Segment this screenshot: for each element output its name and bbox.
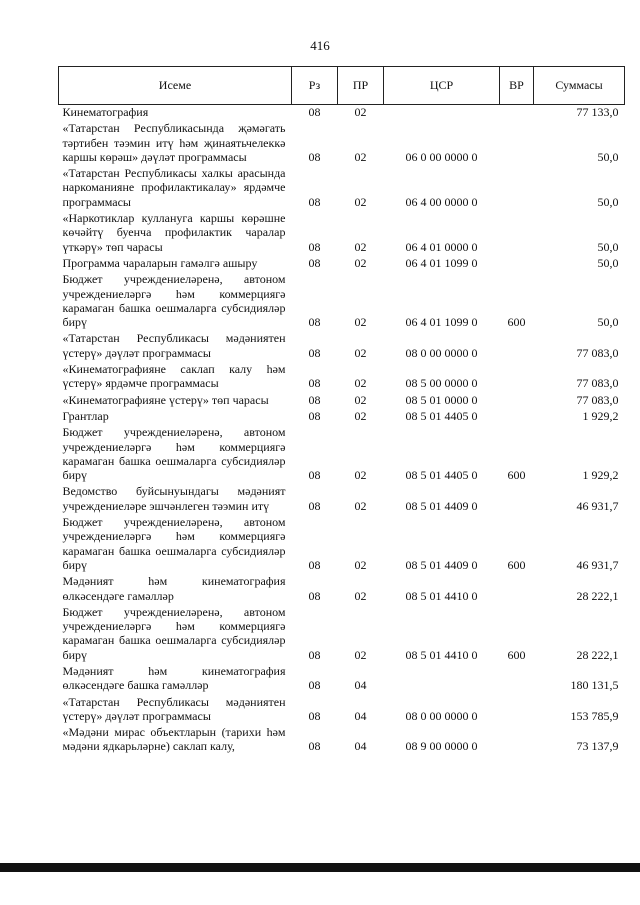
row-vr bbox=[500, 725, 534, 756]
row-vr bbox=[500, 695, 534, 726]
row-sum: 46 931,7 bbox=[576, 557, 619, 572]
table-row bbox=[59, 605, 625, 664]
table-row bbox=[59, 121, 625, 166]
row-vr bbox=[500, 409, 534, 425]
row-rz: 08 bbox=[308, 194, 321, 209]
row-pr: 04 bbox=[354, 708, 367, 723]
row-name: «Татарстан Республикасында җәмәгать тәртибен тәэмин итү һәм җинаятьчелеккә каршы көрәш» дәүләт программасы bbox=[62, 121, 286, 164]
column-header-rz: Рз bbox=[292, 67, 338, 105]
row-vr bbox=[500, 256, 534, 272]
table-row bbox=[59, 256, 625, 272]
column-header-vr: ВР bbox=[500, 67, 534, 105]
row-pr: 04 bbox=[354, 739, 367, 754]
table-row bbox=[59, 664, 625, 695]
row-csr: 08 5 01 4410 0 bbox=[405, 647, 478, 662]
row-vr bbox=[500, 393, 534, 409]
row-rz: 08 bbox=[308, 647, 321, 662]
row-rz: 08 bbox=[308, 557, 321, 572]
row-name: Кинематография bbox=[62, 105, 149, 119]
row-name: «Татарстан Республикасы мәдәниятен үстерү» дәүләт программасы bbox=[62, 694, 286, 723]
row-rz: 08 bbox=[308, 149, 321, 164]
row-pr: 02 bbox=[354, 105, 367, 119]
row-csr: 06 4 01 1099 0 bbox=[405, 315, 478, 330]
row-rz: 08 bbox=[308, 739, 321, 754]
row-vr bbox=[500, 211, 534, 256]
row-vr: 600 bbox=[507, 315, 526, 330]
row-name: Бюджет учреждениеләренә, автоном учреждениеләргә һәм коммерциягә карамаган башка оешмаларга субсидияләр бирү bbox=[62, 515, 286, 572]
row-sum: 77 083,0 bbox=[576, 392, 619, 407]
row-name: Мәдәният һәм кинематография өлкәсендәге башка гамәлләр bbox=[62, 663, 286, 693]
row-pr: 02 bbox=[354, 498, 367, 513]
row-rz: 08 bbox=[308, 315, 321, 330]
row-pr: 02 bbox=[354, 647, 367, 662]
row-name: Программа чараларын гамәлгә ашыру bbox=[62, 255, 258, 270]
row-name: «Мәдәни мирас объектларын (тарихи һәм мәдәни ядкарьләрне) саклап калу, bbox=[62, 725, 286, 754]
row-sum: 50,0 bbox=[597, 194, 619, 209]
table-row bbox=[59, 484, 625, 515]
row-name: «Татарстан Республикасы мәдәниятен үстерү» дәүләт программасы bbox=[62, 331, 286, 360]
row-rz: 08 bbox=[308, 105, 321, 119]
row-csr: 08 5 01 4405 0 bbox=[405, 468, 478, 483]
row-sum: 73 137,9 bbox=[576, 739, 619, 754]
row-rz: 08 bbox=[308, 708, 321, 723]
row-csr: 08 5 00 0000 0 bbox=[405, 376, 478, 391]
row-rz: 08 bbox=[308, 392, 321, 407]
row-vr bbox=[500, 121, 534, 166]
row-pr: 02 bbox=[354, 345, 367, 360]
row-vr bbox=[500, 664, 534, 695]
row-sum: 77 083,0 bbox=[576, 345, 619, 360]
column-header-csr: ЦСР bbox=[384, 67, 500, 105]
column-header-sum: Суммасы bbox=[534, 67, 625, 105]
row-vr bbox=[500, 105, 534, 122]
table-header-row bbox=[59, 67, 625, 105]
row-rz: 08 bbox=[308, 468, 321, 483]
row-pr: 02 bbox=[354, 376, 367, 391]
row-vr bbox=[500, 484, 534, 515]
row-rz: 08 bbox=[308, 255, 321, 270]
table-row bbox=[59, 272, 625, 331]
row-sum: 77 083,0 bbox=[576, 376, 619, 391]
table-row bbox=[59, 725, 625, 756]
row-pr: 02 bbox=[354, 468, 367, 483]
row-sum: 28 222,1 bbox=[576, 647, 619, 662]
row-pr: 02 bbox=[354, 149, 367, 164]
row-rz: 08 bbox=[308, 588, 321, 603]
row-csr: 06 0 00 0000 0 bbox=[405, 149, 478, 164]
row-name: «Кинематографияне үстерү» төп чарасы bbox=[62, 392, 269, 407]
table-row bbox=[59, 393, 625, 409]
row-sum: 1 929,2 bbox=[582, 468, 619, 483]
row-rz: 08 bbox=[308, 498, 321, 513]
row-name: Бюджет учреждениеләренә, автоном учреждениеләргә һәм коммерциягә карамаган башка оешмаларга субсидияләр бирү bbox=[62, 272, 286, 330]
row-csr: 08 5 01 0000 0 bbox=[405, 392, 478, 407]
row-pr: 02 bbox=[354, 255, 367, 270]
row-csr: 08 5 01 4409 0 bbox=[405, 498, 478, 513]
table-row bbox=[59, 362, 625, 393]
row-rz: 08 bbox=[308, 408, 321, 423]
row-csr bbox=[384, 664, 500, 695]
row-csr: 08 0 00 0000 0 bbox=[405, 345, 478, 360]
row-csr bbox=[384, 105, 500, 122]
table-row bbox=[59, 515, 625, 574]
row-csr: 08 5 01 4405 0 bbox=[405, 408, 478, 423]
row-vr bbox=[500, 331, 534, 362]
row-csr: 08 9 00 0000 0 bbox=[405, 739, 478, 754]
row-name: Ведомство буйсынуындагы мәдәният учреждениеләре эшчәнлеген тәэмин итү bbox=[62, 484, 286, 513]
row-name: «Татарстан Республикасы халкы арасында наркоманияне профилактикалау» ярдәмче программасы bbox=[62, 166, 286, 209]
row-pr: 02 bbox=[354, 194, 367, 209]
row-rz: 08 bbox=[308, 345, 321, 360]
row-rz: 08 bbox=[308, 678, 321, 693]
row-name: «Наркотиклар куллануга каршы көрәшне көчәйтү буенча профилактик чаралар үткәрү» төп чарасы bbox=[62, 211, 286, 254]
row-sum: 50,0 bbox=[597, 149, 619, 164]
row-sum: 180 131,5 bbox=[570, 678, 619, 693]
row-pr: 02 bbox=[354, 315, 367, 330]
row-name: Мәдәният һәм кинематография өлкәсендәге гамәлләр bbox=[62, 574, 286, 603]
budget-table bbox=[58, 66, 625, 756]
row-rz: 08 bbox=[308, 239, 321, 254]
row-csr: 06 4 01 1099 0 bbox=[405, 255, 478, 270]
row-csr: 06 4 01 0000 0 bbox=[405, 239, 478, 254]
column-header-pr: ПР bbox=[338, 67, 384, 105]
table-body bbox=[59, 105, 625, 756]
row-csr: 08 5 01 4409 0 bbox=[405, 557, 478, 572]
row-vr bbox=[500, 166, 534, 211]
row-sum: 153 785,9 bbox=[570, 708, 619, 723]
page-number: 416 bbox=[310, 38, 330, 53]
table-row bbox=[59, 574, 625, 605]
row-csr: 08 5 01 4410 0 bbox=[405, 588, 478, 603]
row-sum: 50,0 bbox=[597, 255, 619, 270]
row-pr: 02 bbox=[354, 392, 367, 407]
table-row bbox=[59, 409, 625, 425]
row-vr bbox=[500, 574, 534, 605]
scan-bottom-border bbox=[0, 863, 640, 872]
row-csr: 06 4 00 0000 0 bbox=[405, 194, 478, 209]
row-pr: 02 bbox=[354, 408, 367, 423]
table-row bbox=[59, 331, 625, 362]
row-pr: 02 bbox=[354, 239, 367, 254]
column-header-name: Исеме bbox=[59, 67, 292, 105]
row-pr: 02 bbox=[354, 588, 367, 603]
row-pr: 04 bbox=[354, 678, 367, 693]
row-rz: 08 bbox=[308, 376, 321, 391]
row-vr: 600 bbox=[507, 557, 526, 572]
row-sum: 50,0 bbox=[597, 239, 619, 254]
table-row bbox=[59, 695, 625, 726]
row-csr: 08 0 00 0000 0 bbox=[405, 708, 478, 723]
table-row bbox=[59, 425, 625, 484]
row-vr: 600 bbox=[507, 647, 526, 662]
row-sum: 50,0 bbox=[597, 315, 619, 330]
row-vr bbox=[500, 362, 534, 393]
table-row bbox=[59, 211, 625, 256]
row-sum: 1 929,2 bbox=[582, 408, 619, 423]
row-sum: 28 222,1 bbox=[576, 588, 619, 603]
row-name: Грантлар bbox=[62, 408, 109, 423]
row-name: «Кинематографияне саклап калу һәм үстерү» ярдәмче программасы bbox=[62, 362, 286, 391]
row-sum: 46 931,7 bbox=[576, 498, 619, 513]
row-sum: 77 133,0 bbox=[576, 105, 619, 119]
row-name: Бюджет учреждениеләренә, автоном учреждениеләргә һәм коммерциягә карамаган башка оешмаларга субсидияләр бирү bbox=[62, 425, 286, 483]
row-vr: 600 bbox=[507, 468, 526, 483]
table-row bbox=[59, 166, 625, 211]
row-pr: 02 bbox=[354, 557, 367, 572]
row-name: Бюджет учреждениеләренә, автоном учреждениеләргә һәм коммерциягә карамаган башка оешмаларга субсидияләр бирү bbox=[62, 604, 286, 662]
table-row bbox=[59, 105, 625, 122]
